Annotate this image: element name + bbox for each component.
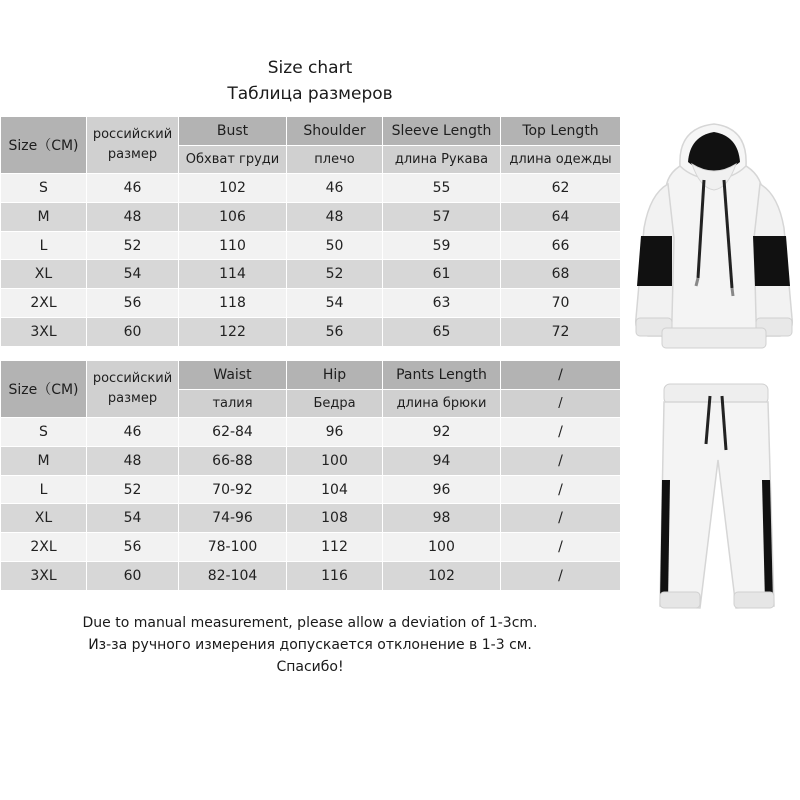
table-cell: M	[1, 447, 87, 476]
thanks-note: Спасибо!	[276, 659, 344, 675]
table-row	[1, 533, 621, 562]
table-row	[1, 475, 621, 504]
size-header: Size（CM)	[1, 361, 87, 418]
table-cell: 74-96	[179, 504, 287, 533]
table-cell: 63	[383, 289, 501, 318]
table-row	[1, 260, 621, 289]
table-cell: 59	[383, 231, 501, 260]
table-row	[1, 231, 621, 260]
table-row	[1, 203, 621, 232]
table-cell: 56	[87, 289, 179, 318]
table-cell: 48	[87, 203, 179, 232]
ru-size-header: российский размер	[87, 361, 179, 418]
table-cell: L	[1, 475, 87, 504]
table-cell: 3XL	[1, 317, 87, 346]
table-cell: 100	[287, 447, 383, 476]
table-cell: 102	[383, 561, 501, 590]
column-header-ru: Обхват груди	[179, 145, 287, 174]
table-row	[1, 418, 621, 447]
table-cell: S	[1, 174, 87, 203]
ru-size-header: российский размер	[87, 117, 179, 174]
table-cell: 56	[287, 317, 383, 346]
column-header-en: Sleeve Length	[383, 117, 501, 146]
bottom-size-table	[0, 360, 621, 591]
table-row	[1, 504, 621, 533]
table-cell: 65	[383, 317, 501, 346]
table-cell: 3XL	[1, 561, 87, 590]
column-header-en: Bust	[179, 117, 287, 146]
table-row	[1, 447, 621, 476]
table-cell: 2XL	[1, 533, 87, 562]
table-cell: 68	[501, 260, 621, 289]
table-row	[1, 289, 621, 318]
measurement-note-ru: Из-за ручного измерения допускается отклонение в 1-3 см.	[88, 637, 532, 653]
table-cell: 118	[179, 289, 287, 318]
table-cell: 70-92	[179, 475, 287, 504]
table-cell: /	[501, 447, 621, 476]
column-header-ru: /	[501, 389, 621, 418]
table-cell: 52	[87, 475, 179, 504]
table-cell: 122	[179, 317, 287, 346]
table-cell: 82-104	[179, 561, 287, 590]
table-cell: 114	[179, 260, 287, 289]
table-cell: 55	[383, 174, 501, 203]
hoodie-image	[628, 118, 798, 368]
table-cell: 104	[287, 475, 383, 504]
table-cell: 46	[87, 418, 179, 447]
table-cell: /	[501, 475, 621, 504]
table-cell: 54	[87, 504, 179, 533]
size-header: Size（CM)	[1, 117, 87, 174]
table-cell: /	[501, 533, 621, 562]
table-cell: 78-100	[179, 533, 287, 562]
table-cell: 92	[383, 418, 501, 447]
table-cell: 96	[287, 418, 383, 447]
column-header-ru: Бедра	[287, 389, 383, 418]
table-cell: 57	[383, 203, 501, 232]
table-cell: 48	[87, 447, 179, 476]
table-cell: 60	[87, 561, 179, 590]
measurement-note-en: Due to manual measurement, please allow a deviation of 1-3cm.	[82, 615, 538, 631]
table-cell: 110	[179, 231, 287, 260]
table-row	[1, 561, 621, 590]
pants-image	[652, 380, 782, 620]
table-row	[1, 174, 621, 203]
table-cell: 52	[287, 260, 383, 289]
table-cell: 62	[501, 174, 621, 203]
column-header-ru: плечо	[287, 145, 383, 174]
table-cell: 46	[87, 174, 179, 203]
column-header-en: Waist	[179, 361, 287, 390]
column-header-ru: талия	[179, 389, 287, 418]
table-cell: 48	[287, 203, 383, 232]
table-cell: 102	[179, 174, 287, 203]
column-header-ru: длина брюки	[383, 389, 501, 418]
table-cell: 72	[501, 317, 621, 346]
table-cell: 106	[179, 203, 287, 232]
table-cell: 100	[383, 533, 501, 562]
table-cell: 108	[287, 504, 383, 533]
table-cell: L	[1, 231, 87, 260]
table-cell: 56	[87, 533, 179, 562]
column-header-ru: длина Рукава	[383, 145, 501, 174]
table-cell: 94	[383, 447, 501, 476]
column-header-en: Top Length	[501, 117, 621, 146]
table-cell: 66	[501, 231, 621, 260]
column-header-en: Pants Length	[383, 361, 501, 390]
column-header-en: /	[501, 361, 621, 390]
table-cell: /	[501, 504, 621, 533]
column-header-en: Shoulder	[287, 117, 383, 146]
chart-title-ru: Таблица размеров	[227, 84, 393, 104]
table-cell: 98	[383, 504, 501, 533]
table-cell: XL	[1, 504, 87, 533]
table-cell: 116	[287, 561, 383, 590]
table-cell: 61	[383, 260, 501, 289]
table-row	[1, 317, 621, 346]
table-cell: /	[501, 561, 621, 590]
column-header-ru: длина одежды	[501, 145, 621, 174]
table-cell: XL	[1, 260, 87, 289]
table-cell: 50	[287, 231, 383, 260]
table-cell: 46	[287, 174, 383, 203]
table-cell: 112	[287, 533, 383, 562]
chart-title-en: Size chart	[267, 58, 353, 78]
table-cell: 60	[87, 317, 179, 346]
table-cell: 2XL	[1, 289, 87, 318]
top-size-table	[0, 116, 621, 347]
table-cell: 64	[501, 203, 621, 232]
table-cell: 62-84	[179, 418, 287, 447]
table-cell: 96	[383, 475, 501, 504]
table-cell: 54	[87, 260, 179, 289]
column-header-en: Hip	[287, 361, 383, 390]
table-cell: 52	[87, 231, 179, 260]
table-cell: 70	[501, 289, 621, 318]
table-cell: M	[1, 203, 87, 232]
table-cell: 54	[287, 289, 383, 318]
table-cell: /	[501, 418, 621, 447]
table-cell: 66-88	[179, 447, 287, 476]
table-cell: S	[1, 418, 87, 447]
